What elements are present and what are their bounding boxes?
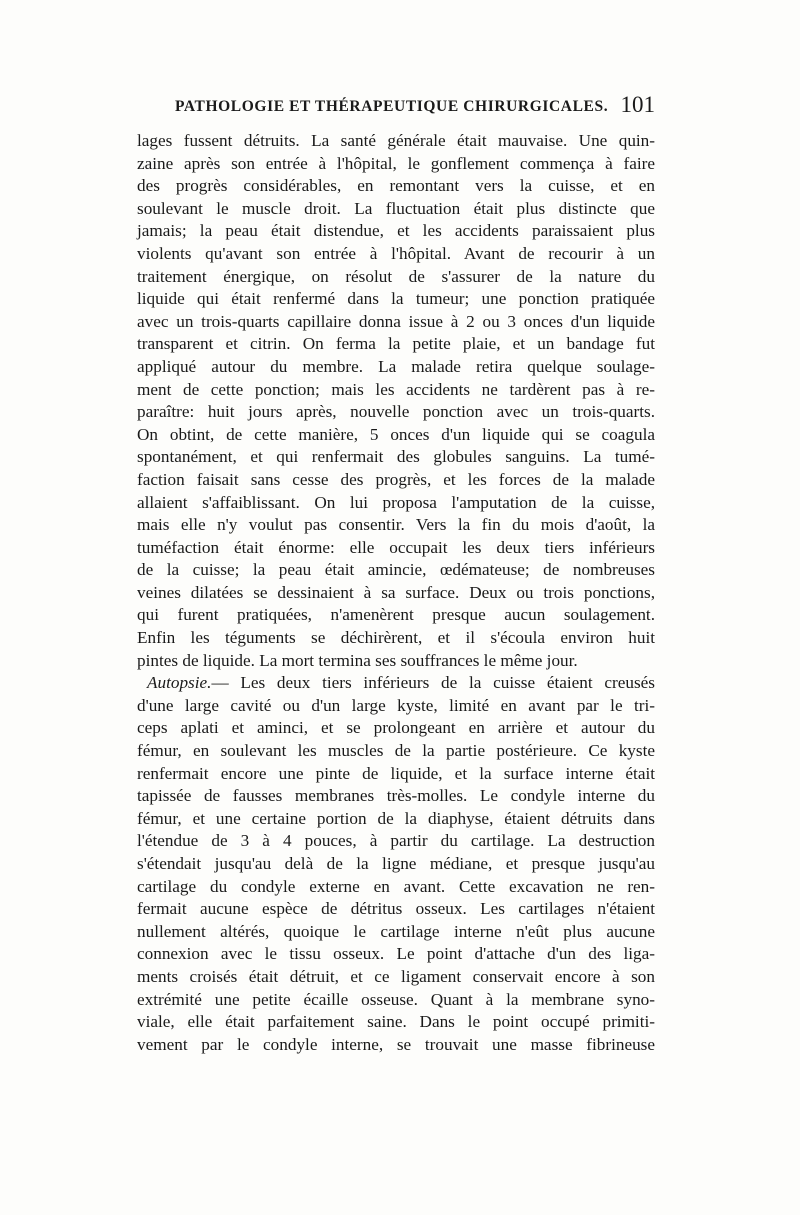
text-line: d'une large cavité ou d'un large kyste, limité en avant par le tri- [137, 695, 655, 715]
text-line: l'étendue de 3 à 4 pouces, à partir du cartilage. La destruction [137, 831, 655, 851]
text-line: nullement altérés, quoique le cartilage interne n'eût plus aucune [137, 921, 655, 941]
text-line: Enfin les téguments se déchirèrent, et il s'écoula environ huit [137, 628, 655, 648]
text-line: veines dilatées se dessinaient à sa surface. Deux ou trois ponctions, [137, 582, 655, 602]
text-line: s'étendait jusqu'au delà de la ligne médiane, et presque jusqu'au [137, 854, 655, 873]
text-line: faction faisait sans cesse des progrès, et les forces de la malade [137, 469, 655, 489]
text-line: fermait aucune espèce de détritus osseux. Les cartilages n'étaient [137, 899, 655, 919]
text-line: pintes de liquide. La mort termina ses souffrances le même jour. [137, 650, 578, 670]
text-line: ment de cette ponction; mais les accidents ne tardèrent pas à re- [137, 379, 655, 399]
body-text [137, 130, 655, 1056]
text-line: lages fussent détruits. La santé générale était mauvaise. Une quin- [137, 131, 655, 150]
text-line: connexion avec le tissu osseux. Le point d'attache d'un des liga- [137, 944, 655, 964]
text-line: jamais; la peau était distendue, et les accidents paraissaient plus [137, 221, 655, 241]
text-line: qui furent pratiquées, n'amenèrent presque aucun soulagement. [137, 605, 655, 625]
text-line: extrémité une petite écaille osseuse. Quant à la membrane syno- [137, 989, 655, 1009]
book-page [137, 92, 655, 1056]
paragraph-2 [137, 672, 655, 1056]
text-line: cartilage du condyle externe en avant. Cette excavation ne ren- [137, 876, 655, 896]
running-head [137, 92, 655, 130]
text-line: ments croisés était détruit, et ce ligament conservait encore à son [137, 966, 655, 986]
text-line: zaine après son entrée à l'hôpital, le gonflement commença à faire [137, 153, 655, 173]
text-line: vement par le condyle interne, se trouvait une masse fibrineuse [137, 1034, 655, 1054]
text-line: des progrès considérables, en remontant vers la cuisse, et en [137, 176, 655, 196]
running-title: PATHOLOGIE ET THÉRAPEUTIQUE CHIRURGICALES. [175, 98, 609, 115]
text-line: traitement énergique, on résolut de s'assurer de la nature du [137, 266, 655, 286]
text-run: — Les deux tiers inférieurs de la cuisse étaient creusés [211, 673, 655, 693]
text-line: de la cuisse; la peau était amincie, œdémateuse; de nombreuses [137, 560, 655, 580]
text-line: paraître: huit jours après, nouvelle ponction avec un trois-quarts. [137, 402, 655, 422]
text-line [137, 672, 655, 695]
paragraph-1 [137, 130, 655, 672]
text-line: renfermait encore une pinte de liquide, et la surface interne était [137, 763, 655, 783]
text-line: mais elle n'y voulut pas consentir. Vers la fin du mois d'août, la [137, 515, 655, 535]
text-line: tuméfaction était énorme: elle occupait les deux tiers inférieurs [137, 537, 655, 557]
text-line: appliqué autour du membre. La malade retira quelque soulage- [137, 356, 655, 376]
page-number: 101 [620, 92, 655, 117]
text-line: soulevant le muscle droit. La fluctuation était plus distincte que [137, 198, 655, 218]
text-line: violents qu'avant son entrée à l'hôpital. Avant de recourir à un [137, 243, 655, 263]
text-line: spontanément, et qui renfermait des globules sanguins. La tumé- [137, 447, 655, 467]
text-line: tapissée de fausses membranes très-molles. Le condyle interne du [137, 786, 655, 806]
text-line: transparent et citrin. On ferma la petite plaie, et un bandage fut [137, 334, 655, 354]
text-line: On obtint, de cette manière, 5 onces d'un liquide qui se coagula [137, 424, 655, 444]
text-line: liquide qui était renfermé dans la tumeur; une ponction pratiquée [137, 289, 655, 309]
text-line: fémur, et une certaine portion de la diaphyse, étaient détruits dans [137, 808, 655, 828]
text-line: fémur, en soulevant les muscles de la partie postérieure. Ce kyste [137, 741, 655, 761]
text-line: viale, elle était parfaitement saine. Dans le point occupé primiti- [137, 1012, 655, 1032]
text-line: ceps aplati et aminci, et se prolongeant en arrière et autour du [137, 718, 655, 738]
text-line: allaient s'affaiblissant. On lui proposa l'amputation de la cuisse, [137, 492, 655, 512]
text-line: avec un trois-quarts capillaire donna issue à 2 ou 3 onces d'un liquide [137, 311, 655, 331]
autopsie-label: Autopsie. [147, 673, 212, 693]
